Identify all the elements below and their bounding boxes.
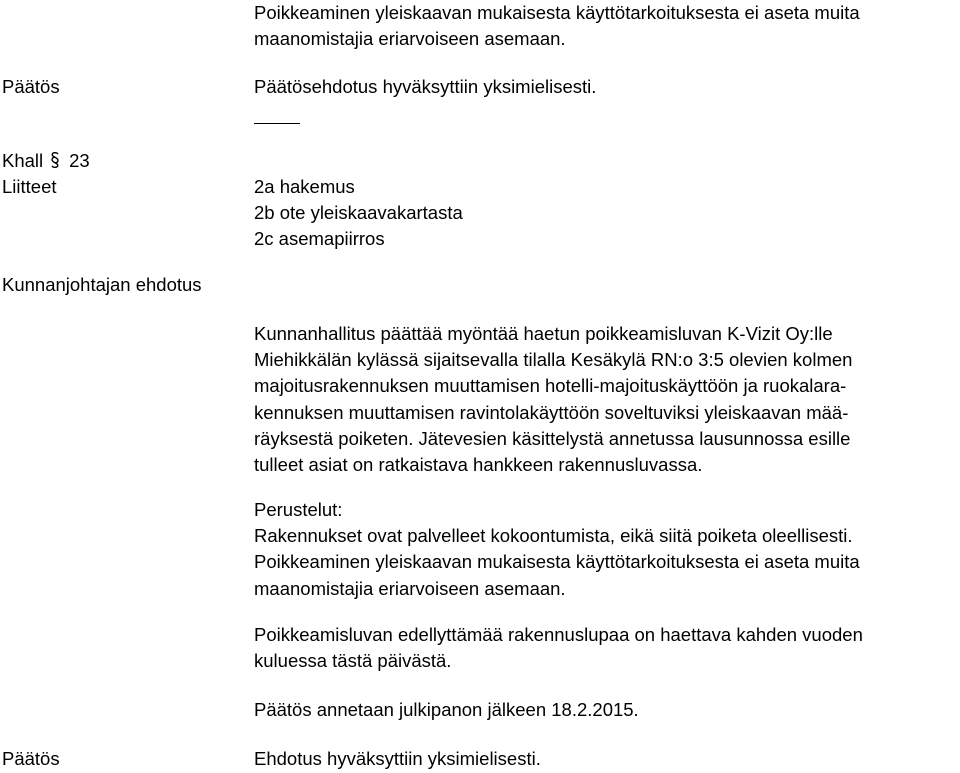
attachment-item: 2a hakemus	[254, 176, 355, 197]
previous-item-paragraph	[254, 0, 860, 52]
attachments-label: Liitteet	[2, 176, 57, 197]
section-number: 23	[69, 150, 90, 171]
text-line: Poikkeaminen yleiskaavan mukaisesta käyttötarkoituksesta ei aseta muita	[254, 551, 860, 573]
section-divider	[254, 123, 300, 124]
text-line: maanomistajia eriarvoiseen asemaan.	[254, 577, 566, 599]
text-line: majoitusrakennuksen muuttamisen hotelli-majoituskäyttöön ja ruokalara-	[254, 375, 847, 397]
proposal-label: Kunnanjohtajan ehdotus	[2, 274, 202, 295]
decision-text: Päätösehdotus hyväksyttiin yksimielisesti.	[254, 76, 597, 97]
section-reference	[2, 148, 90, 174]
reasons-block	[254, 497, 860, 602]
attachment-item: 2b ote yleiskaavakartasta	[254, 202, 463, 224]
text-line: Poikkeamisluvan edellyttämää rakennuslupaa on haettava kahden vuoden	[254, 624, 863, 645]
text-line: Miehikkälän kylässä sijaitsevalla tilalla Kesäkylä RN:o 3:5 olevien kolmen	[254, 349, 853, 371]
decision-label: Päätös	[2, 76, 60, 97]
text-line: Kunnanhallitus päättää myöntää haetun poikkeamisluvan K-Vizit Oy:lle	[254, 323, 833, 344]
attachment-item: 2c asemapiirros	[254, 228, 385, 250]
publication-note: Päätös annetaan julkipanon jälkeen 18.2.2015.	[254, 699, 639, 720]
decision-label: Päätös	[2, 748, 60, 769]
text-line: Rakennukset ovat palvelleet kokoontumista, eikä siitä poiketa oleellisesti.	[254, 525, 853, 547]
section-sign-icon	[50, 150, 60, 168]
text-line: Poikkeaminen yleiskaavan mukaisesta käyttötarkoituksesta ei aseta muita	[254, 2, 860, 23]
proposal-main-paragraph	[254, 321, 852, 478]
decision-text: Ehdotus hyväksyttiin yksimielisesti.	[254, 748, 541, 769]
text-line: tulleet asiat on ratkaistava hankkeen rakennusluvassa.	[254, 454, 703, 476]
text-line: kuluessa tästä päivästä.	[254, 650, 452, 672]
permit-note	[254, 622, 863, 674]
reasons-heading: Perustelut:	[254, 499, 343, 520]
attachments-list	[254, 174, 463, 253]
section-prefix: Khall	[2, 150, 44, 171]
text-line: maanomistajia eriarvoiseen asemaan.	[254, 28, 566, 50]
text-line: räyksestä poiketen. Jätevesien käsittelystä annetussa lausunnossa esille	[254, 427, 851, 449]
text-line: kennuksen muuttamisen ravintolakäyttöön soveltuviksi yleiskaavan mää-	[254, 401, 849, 423]
